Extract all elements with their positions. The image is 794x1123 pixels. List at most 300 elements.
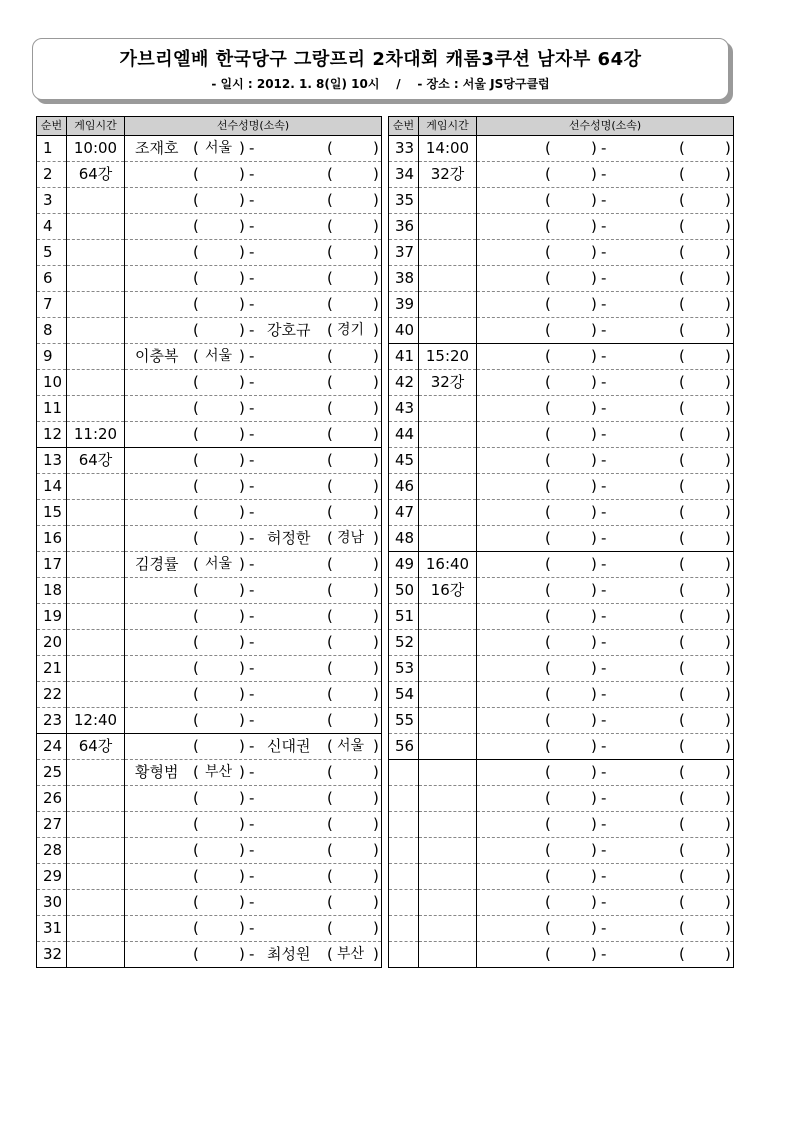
versus-dash: - xyxy=(601,763,607,781)
player1-name: 김경률 xyxy=(135,555,179,573)
game-time xyxy=(67,370,125,396)
player-cell xyxy=(125,864,382,890)
paren-open: ( xyxy=(327,659,333,677)
paren-close: ) xyxy=(373,425,379,443)
paren-open: ( xyxy=(327,789,333,807)
match-number: 54 xyxy=(389,682,419,708)
paren-open: ( xyxy=(679,295,685,313)
versus-dash: - xyxy=(601,451,607,469)
paren-close: ) xyxy=(591,945,597,963)
paren-open: ( xyxy=(545,347,551,365)
paren-open: ( xyxy=(545,373,551,391)
paren-open: ( xyxy=(545,815,551,833)
paren-open: ( xyxy=(193,165,199,183)
versus-dash: - xyxy=(601,321,607,339)
paren-open: ( xyxy=(193,555,199,573)
player-cell xyxy=(125,760,382,786)
paren-close: ) xyxy=(591,763,597,781)
paren-open: ( xyxy=(327,893,333,911)
match-number: 26 xyxy=(37,786,67,812)
paren-open: ( xyxy=(327,607,333,625)
paren-open: ( xyxy=(545,841,551,859)
game-time: 11:20 xyxy=(67,422,125,448)
paren-close: ) xyxy=(373,711,379,729)
table-row xyxy=(389,734,734,760)
player-cell xyxy=(477,422,734,448)
paren-close: ) xyxy=(591,373,597,391)
paren-close: ) xyxy=(591,295,597,313)
table-row xyxy=(389,708,734,734)
paren-close: ) xyxy=(373,399,379,417)
player-cell xyxy=(125,448,382,474)
game-time xyxy=(67,916,125,942)
paren-open: ( xyxy=(327,737,333,755)
paren-close: ) xyxy=(239,217,245,235)
paren-close: ) xyxy=(373,477,379,495)
page-title: 가브리엘배 한국당구 그랑프리 2차대회 캐롬3쿠션 남자부 64강 xyxy=(119,49,642,70)
player1-affiliation: 서울 xyxy=(205,348,233,364)
paren-close: ) xyxy=(591,165,597,183)
match-number: 36 xyxy=(389,214,419,240)
paren-open: ( xyxy=(193,295,199,313)
player2-name: 신대권 xyxy=(267,737,311,755)
match-number: 50 xyxy=(389,578,419,604)
versus-dash: - xyxy=(249,165,255,183)
paren-close: ) xyxy=(239,633,245,651)
paren-open: ( xyxy=(679,893,685,911)
paren-open: ( xyxy=(545,139,551,157)
player-cell xyxy=(477,266,734,292)
paren-open: ( xyxy=(327,373,333,391)
versus-dash: - xyxy=(601,165,607,183)
versus-dash: - xyxy=(601,581,607,599)
table-row xyxy=(389,552,734,578)
player-cell xyxy=(477,370,734,396)
paren-open: ( xyxy=(193,815,199,833)
paren-close: ) xyxy=(373,841,379,859)
paren-open: ( xyxy=(679,711,685,729)
paren-close: ) xyxy=(373,217,379,235)
versus-dash: - xyxy=(249,269,255,287)
paren-open: ( xyxy=(193,685,199,703)
match-number: 24 xyxy=(37,734,67,760)
versus-dash: - xyxy=(249,633,255,651)
versus-dash: - xyxy=(249,919,255,937)
match-number xyxy=(389,916,419,942)
paren-close: ) xyxy=(239,243,245,261)
paren-close: ) xyxy=(239,893,245,911)
game-time xyxy=(419,240,477,266)
paren-close: ) xyxy=(239,477,245,495)
paren-open: ( xyxy=(545,789,551,807)
game-time xyxy=(419,656,477,682)
versus-dash: - xyxy=(601,347,607,365)
paren-close: ) xyxy=(591,529,597,547)
game-time xyxy=(67,240,125,266)
paren-open: ( xyxy=(193,893,199,911)
match-number: 38 xyxy=(389,266,419,292)
game-time xyxy=(419,292,477,318)
paren-open: ( xyxy=(193,581,199,599)
table-row xyxy=(37,604,382,630)
versus-dash: - xyxy=(601,477,607,495)
table-row xyxy=(389,370,734,396)
table-row xyxy=(37,474,382,500)
game-time xyxy=(419,864,477,890)
player-cell xyxy=(125,500,382,526)
match-number: 43 xyxy=(389,396,419,422)
paren-open: ( xyxy=(327,451,333,469)
paren-open: ( xyxy=(679,633,685,651)
match-number: 25 xyxy=(37,760,67,786)
player-cell xyxy=(477,162,734,188)
paren-close: ) xyxy=(725,711,731,729)
player-cell xyxy=(477,656,734,682)
match-number: 33 xyxy=(389,136,419,162)
versus-dash: - xyxy=(601,945,607,963)
table-row xyxy=(389,292,734,318)
paren-close: ) xyxy=(725,789,731,807)
paren-open: ( xyxy=(679,321,685,339)
paren-open: ( xyxy=(679,737,685,755)
paren-open: ( xyxy=(545,503,551,521)
paren-close: ) xyxy=(725,763,731,781)
player-cell xyxy=(125,240,382,266)
paren-close: ) xyxy=(239,763,245,781)
paren-close: ) xyxy=(373,555,379,573)
game-time: 64강 xyxy=(67,448,125,474)
versus-dash: - xyxy=(249,321,255,339)
match-number: 39 xyxy=(389,292,419,318)
game-time xyxy=(67,552,125,578)
player-cell xyxy=(477,838,734,864)
paren-open: ( xyxy=(679,685,685,703)
paren-open: ( xyxy=(193,841,199,859)
paren-open: ( xyxy=(193,503,199,521)
player-cell xyxy=(477,630,734,656)
match-number xyxy=(389,838,419,864)
match-number: 45 xyxy=(389,448,419,474)
paren-close: ) xyxy=(591,893,597,911)
game-time xyxy=(419,682,477,708)
player-cell xyxy=(125,188,382,214)
versus-dash: - xyxy=(249,139,255,157)
paren-open: ( xyxy=(545,711,551,729)
paren-open: ( xyxy=(193,373,199,391)
game-time: 12:40 xyxy=(67,708,125,734)
paren-open: ( xyxy=(679,529,685,547)
col-header-time: 게임시간 xyxy=(67,117,125,136)
game-time xyxy=(419,422,477,448)
match-number: 31 xyxy=(37,916,67,942)
paren-close: ) xyxy=(725,685,731,703)
match-number xyxy=(389,864,419,890)
game-time xyxy=(419,890,477,916)
paren-open: ( xyxy=(193,451,199,469)
player-cell xyxy=(125,786,382,812)
paren-close: ) xyxy=(591,815,597,833)
paren-close: ) xyxy=(239,581,245,599)
player-cell xyxy=(477,890,734,916)
paren-close: ) xyxy=(591,685,597,703)
player2-name: 최성원 xyxy=(267,945,311,963)
player-cell xyxy=(125,318,382,344)
versus-dash: - xyxy=(249,763,255,781)
versus-dash: - xyxy=(249,555,255,573)
paren-open: ( xyxy=(327,711,333,729)
paren-close: ) xyxy=(591,191,597,209)
paren-close: ) xyxy=(239,555,245,573)
match-number: 1 xyxy=(37,136,67,162)
match-number: 49 xyxy=(389,552,419,578)
table-row xyxy=(389,474,734,500)
game-time xyxy=(419,266,477,292)
table-row xyxy=(37,838,382,864)
paren-close: ) xyxy=(239,503,245,521)
player2-affiliation: 부산 xyxy=(337,946,365,962)
paren-open: ( xyxy=(327,919,333,937)
table-row xyxy=(389,942,734,968)
paren-open: ( xyxy=(193,867,199,885)
table-row xyxy=(389,578,734,604)
game-time: 16강 xyxy=(419,578,477,604)
paren-close: ) xyxy=(725,841,731,859)
game-time xyxy=(419,188,477,214)
paren-open: ( xyxy=(679,581,685,599)
match-number: 5 xyxy=(37,240,67,266)
table-row xyxy=(37,708,382,734)
table-row xyxy=(37,344,382,370)
game-time xyxy=(419,786,477,812)
versus-dash: - xyxy=(249,451,255,469)
paren-open: ( xyxy=(327,139,333,157)
game-time xyxy=(419,318,477,344)
versus-dash: - xyxy=(249,659,255,677)
player-cell xyxy=(477,188,734,214)
event-separator: / xyxy=(396,77,401,91)
versus-dash: - xyxy=(601,529,607,547)
paren-close: ) xyxy=(239,919,245,937)
match-number: 55 xyxy=(389,708,419,734)
paren-open: ( xyxy=(193,737,199,755)
match-number: 34 xyxy=(389,162,419,188)
paren-open: ( xyxy=(679,451,685,469)
table-row xyxy=(37,552,382,578)
paren-close: ) xyxy=(725,555,731,573)
table-row xyxy=(37,370,382,396)
paren-close: ) xyxy=(373,789,379,807)
paren-close: ) xyxy=(725,945,731,963)
versus-dash: - xyxy=(601,295,607,313)
player1-name: 조재호 xyxy=(135,139,179,157)
paren-open: ( xyxy=(545,269,551,287)
paren-close: ) xyxy=(725,451,731,469)
paren-open: ( xyxy=(327,503,333,521)
match-number xyxy=(389,942,419,968)
paren-open: ( xyxy=(545,659,551,677)
paren-close: ) xyxy=(591,399,597,417)
table-row xyxy=(389,786,734,812)
paren-open: ( xyxy=(327,399,333,417)
paren-open: ( xyxy=(545,165,551,183)
paren-open: ( xyxy=(545,477,551,495)
paren-close: ) xyxy=(725,399,731,417)
match-number: 19 xyxy=(37,604,67,630)
player2-affiliation: 경기 xyxy=(337,322,365,338)
paren-close: ) xyxy=(725,633,731,651)
paren-close: ) xyxy=(591,451,597,469)
paren-close: ) xyxy=(725,477,731,495)
versus-dash: - xyxy=(601,737,607,755)
paren-close: ) xyxy=(239,139,245,157)
versus-dash: - xyxy=(601,659,607,677)
table-row xyxy=(389,344,734,370)
paren-open: ( xyxy=(545,321,551,339)
versus-dash: - xyxy=(601,711,607,729)
player-cell xyxy=(477,786,734,812)
paren-close: ) xyxy=(373,165,379,183)
paren-close: ) xyxy=(239,399,245,417)
game-time xyxy=(67,656,125,682)
versus-dash: - xyxy=(601,789,607,807)
versus-dash: - xyxy=(249,191,255,209)
table-row xyxy=(37,396,382,422)
player-cell xyxy=(125,214,382,240)
match-number: 30 xyxy=(37,890,67,916)
versus-dash: - xyxy=(249,217,255,235)
player1-name: 황형범 xyxy=(135,763,179,781)
paren-close: ) xyxy=(725,893,731,911)
table-row xyxy=(389,422,734,448)
game-time: 14:00 xyxy=(419,136,477,162)
paren-open: ( xyxy=(545,607,551,625)
paren-close: ) xyxy=(373,919,379,937)
paren-close: ) xyxy=(373,139,379,157)
paren-open: ( xyxy=(327,763,333,781)
game-time xyxy=(67,214,125,240)
player-cell xyxy=(477,916,734,942)
paren-open: ( xyxy=(545,763,551,781)
game-time xyxy=(419,500,477,526)
game-time xyxy=(67,292,125,318)
player-cell xyxy=(125,396,382,422)
paren-close: ) xyxy=(373,269,379,287)
table-row xyxy=(37,162,382,188)
paren-close: ) xyxy=(591,581,597,599)
paren-close: ) xyxy=(591,633,597,651)
paren-open: ( xyxy=(545,685,551,703)
paren-close: ) xyxy=(239,269,245,287)
paren-close: ) xyxy=(591,217,597,235)
paren-close: ) xyxy=(725,139,731,157)
paren-open: ( xyxy=(679,347,685,365)
match-number: 4 xyxy=(37,214,67,240)
match-number: 42 xyxy=(389,370,419,396)
game-time xyxy=(419,396,477,422)
match-number: 13 xyxy=(37,448,67,474)
paren-open: ( xyxy=(679,945,685,963)
game-time xyxy=(67,344,125,370)
paren-close: ) xyxy=(591,139,597,157)
table-row xyxy=(389,240,734,266)
player-cell xyxy=(477,292,734,318)
match-number: 9 xyxy=(37,344,67,370)
table-row xyxy=(389,500,734,526)
paren-close: ) xyxy=(373,295,379,313)
versus-dash: - xyxy=(249,685,255,703)
paren-open: ( xyxy=(193,321,199,339)
table-row xyxy=(37,760,382,786)
game-time xyxy=(419,916,477,942)
table-header-row xyxy=(389,117,734,136)
table-row xyxy=(389,526,734,552)
paren-close: ) xyxy=(239,789,245,807)
paren-close: ) xyxy=(591,347,597,365)
table-row xyxy=(389,604,734,630)
paren-close: ) xyxy=(591,919,597,937)
paren-close: ) xyxy=(591,841,597,859)
paren-open: ( xyxy=(545,945,551,963)
table-row xyxy=(37,214,382,240)
table-row xyxy=(389,630,734,656)
paren-open: ( xyxy=(679,867,685,885)
table-row xyxy=(37,578,382,604)
match-number xyxy=(389,760,419,786)
match-number: 2 xyxy=(37,162,67,188)
paren-close: ) xyxy=(725,373,731,391)
paren-close: ) xyxy=(373,503,379,521)
paren-open: ( xyxy=(193,399,199,417)
match-number: 51 xyxy=(389,604,419,630)
paren-open: ( xyxy=(545,191,551,209)
paren-close: ) xyxy=(373,945,379,963)
table-row xyxy=(389,916,734,942)
table-row xyxy=(37,656,382,682)
paren-open: ( xyxy=(327,685,333,703)
table-row xyxy=(389,760,734,786)
paren-close: ) xyxy=(591,789,597,807)
match-number: 22 xyxy=(37,682,67,708)
player-cell xyxy=(125,552,382,578)
paren-close: ) xyxy=(591,425,597,443)
paren-open: ( xyxy=(679,659,685,677)
paren-open: ( xyxy=(679,373,685,391)
table-row xyxy=(37,292,382,318)
game-time xyxy=(419,734,477,760)
paren-close: ) xyxy=(373,893,379,911)
paren-close: ) xyxy=(239,607,245,625)
match-number: 37 xyxy=(389,240,419,266)
paren-open: ( xyxy=(679,815,685,833)
paren-close: ) xyxy=(373,685,379,703)
paren-close: ) xyxy=(725,867,731,885)
col-header-order: 순번 xyxy=(37,117,67,136)
paren-close: ) xyxy=(373,529,379,547)
game-time xyxy=(67,578,125,604)
player1-affiliation: 서울 xyxy=(205,140,233,156)
paren-open: ( xyxy=(679,139,685,157)
player-cell xyxy=(125,578,382,604)
player-cell xyxy=(125,474,382,500)
table-row xyxy=(389,656,734,682)
match-number: 3 xyxy=(37,188,67,214)
player-cell xyxy=(125,136,382,162)
match-number: 23 xyxy=(37,708,67,734)
paren-close: ) xyxy=(725,503,731,521)
versus-dash: - xyxy=(601,425,607,443)
player-cell xyxy=(125,630,382,656)
game-time xyxy=(67,500,125,526)
